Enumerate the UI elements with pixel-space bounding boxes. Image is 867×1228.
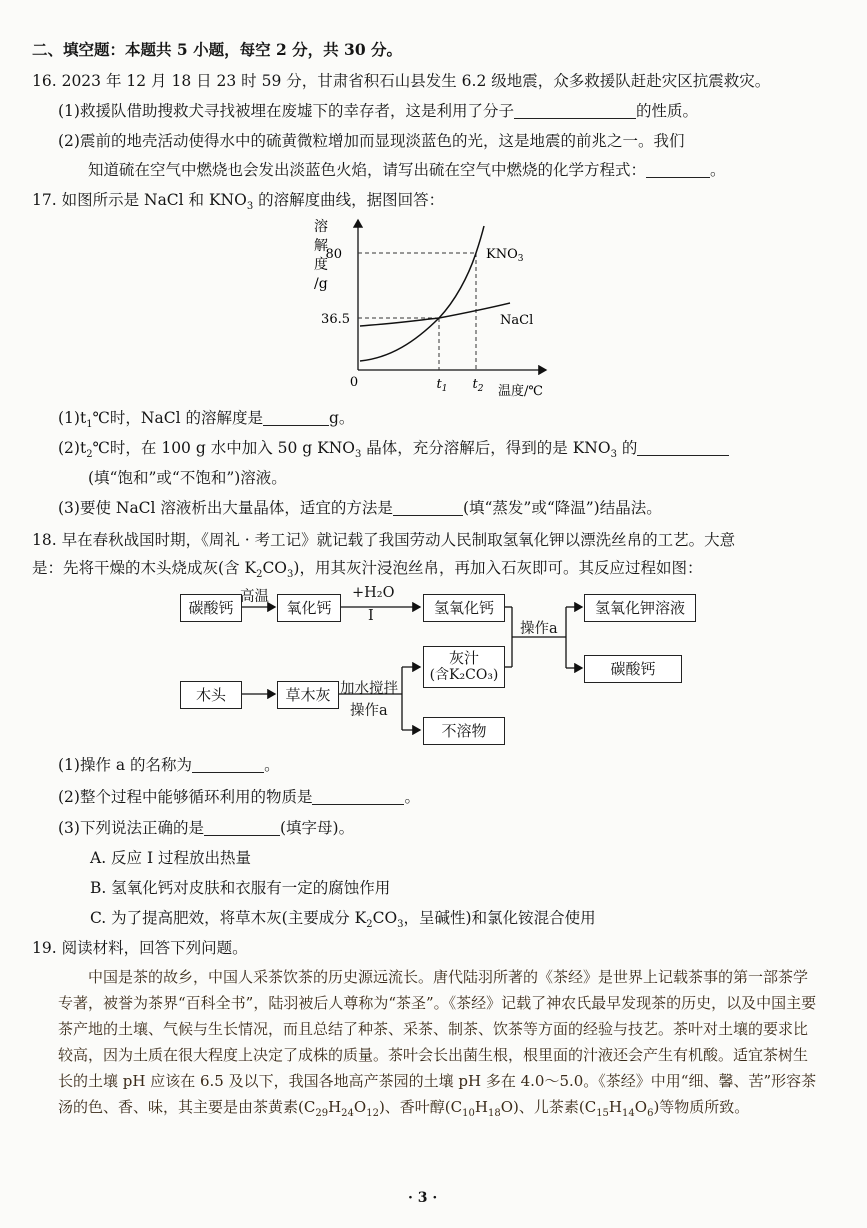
q17-part2-cont: (填“饱和”或“不饱和”)溶液。 (88, 469, 287, 487)
q17-blank3[interactable] (393, 499, 463, 516)
flow-label-high-temp: 高温 (240, 589, 269, 605)
y-axis-label-4: /g (314, 276, 328, 292)
y-axis-label-2: 解 (314, 238, 328, 254)
flow-label-water: +H₂O (352, 585, 395, 601)
series-label-kno3: $KNO_3$ (486, 247, 524, 264)
q17-part2: $(2)t_2℃$时，在 100 g 水中加入 50 g $KNO_3$ 晶体，充分溶解后，得到的是 $KNO_3$ 的 (58, 438, 729, 458)
q19-passage: 中国是茶的故乡，中国人采茶饮茶的历史源远流长。唐代陆羽所著的《茶经》是世界上记载茶事的第一部茶学专著，被誉为茶界“百科全书”，陆羽被后人尊称为“茶圣”。《茶经》记载了神农氏最早发现茶的历史，以及中国主要茶产地的土壤、气候与生长情况，而且总结了种茶、采茶、制茶、饮茶等方面的经验与技艺。茶叶对土壤的要求比较高，因为土质在很大程度上决定了成株的质量。茶叶会长出菌生根，根里面的汁液还会产生有机酸。适宜茶树生长的土壤 pH 应该在 6.5 及以下，我国各地高产茶园的土壤 pH 多在 4.0～5.0。《茶经》中用“细、馨、苦”形容茶汤的色、香、味，其主要是由茶黄素$(C_{29}H_{24}O_{12})$、香叶醇$(C_{10}H_{18}O)$、儿茶素$(C_{15}H_{14}O_6)$等物质所致。 (58, 968, 817, 1119)
q18-stem-2: 是：先将干燥的木头烧成灰(含 $K_2CO_3$)，用其灰汁浸泡丝帛，再加入石灰即可。其反应过程如图： (32, 559, 703, 581)
flow-box-juice: 灰汁 (含K₂CO₃) (423, 646, 505, 688)
q18-stem-1: 18. 早在春秋战国时期，《周礼 · 考工记》就记载了我国劳动人民制取氢氧化钾以漂洗丝帛的工艺。大意 (32, 531, 736, 549)
y-tick-36-5: 36.5 (321, 312, 350, 327)
flow-box-koh: 氢氧化钾溶液 (584, 594, 696, 622)
q18-blank1[interactable] (192, 756, 264, 773)
flow-box-ash: 草木灰 (277, 681, 339, 709)
y-axis-label-3: 度 (314, 257, 328, 273)
flow-box-caco3-out: 碳酸钙 (584, 655, 682, 683)
q18-part2: (2)整个过程中能够循环利用的物质是 。 (58, 788, 420, 806)
q18-blank2[interactable] (312, 788, 404, 805)
q16-blank2[interactable] (646, 161, 710, 178)
q19-stem: 19. 阅读材料，回答下列问题。 (32, 939, 248, 957)
q18-option-a: A. 反应 Ⅰ 过程放出热量 (90, 849, 252, 867)
section-title: 二、填空题：本题共 5 小题，每空 2 分，共 30 分。 (32, 40, 403, 59)
flow-label-reaction-1: I (368, 608, 374, 624)
q18-blank3[interactable] (204, 819, 280, 836)
flow-label-operation-a2: 操作a (350, 703, 388, 719)
q16-part2-cont: 知道硫在空气中燃烧也会发出淡蓝色火焰，请写出硫在空气中燃烧的化学方程式： 。 (88, 161, 726, 179)
q18-part3: (3)下列说法正确的是 (填字母)。 (58, 819, 355, 837)
q16-part1: (1)救援队借助搜救犬寻找被埋在废墟下的幸存者，这是利用了分子 的性质。 (58, 102, 698, 120)
flow-box-caoh2: 氢氧化钙 (423, 594, 505, 622)
q17-part1: $(1)t_1℃$时，NaCl 的溶解度是 g。 (58, 409, 355, 431)
kno3-curve (360, 226, 484, 361)
origin-label: 0 (349, 375, 359, 390)
x-tick-t1: $t_1$ (436, 377, 448, 394)
flow-box-wood: 木头 (180, 681, 242, 709)
q16-stem: 16. 2023 年 12 月 18 日 23 时 59 分，甘肃省积石山县发生 6.2 级地震，众多救援队赶赴灾区抗震救灾。 (32, 72, 771, 90)
y-tick-80: 80 (325, 247, 342, 262)
q18-option-b: B. 氢氧化钙对皮肤和衣服有一定的腐蚀作用 (90, 879, 391, 897)
flow-box-insoluble: 不溶物 (423, 717, 505, 745)
q17-blank2[interactable] (637, 439, 729, 456)
q17-part3: (3)要使 NaCl 溶液析出大量晶体，适宜的方法是 (填“蒸发”或“降温”)结晶法。 (58, 499, 662, 517)
q16-part2: (2)震前的地壳活动使得水中的硫黄微粒增加而显现淡蓝色的光，这是地震的前兆之一。我们 (58, 132, 685, 150)
y-axis-label-1: 溶 (314, 219, 328, 235)
flow-box-cao: 氧化钙 (277, 594, 341, 622)
page-number: · 3 · (408, 1190, 438, 1206)
flow-box-caco3: 碳酸钙 (180, 594, 242, 622)
series-label-nacl: NaCl (500, 313, 534, 328)
q16-blank1[interactable] (514, 102, 636, 119)
q18-option-c: C. 为了提高肥效，将草木灰(主要成分 $K_2CO_3$，呈碱性)和氯化铵混合使用 (90, 909, 596, 931)
q17-blank1[interactable] (263, 409, 329, 426)
flow-label-operation-a: 操作a (520, 621, 558, 637)
q18-part1: (1)操作 a 的名称为 。 (58, 756, 280, 774)
q17-stem: 17. 如图所示是 NaCl 和 $KNO_3$ 的溶解度曲线，据图回答： (32, 191, 445, 213)
x-axis-label: 温度/℃ (498, 384, 543, 399)
x-tick-t2: $t_2$ (472, 377, 484, 394)
solubility-chart (300, 212, 600, 402)
flow-label-stir: 加水搅拌 (340, 681, 398, 697)
